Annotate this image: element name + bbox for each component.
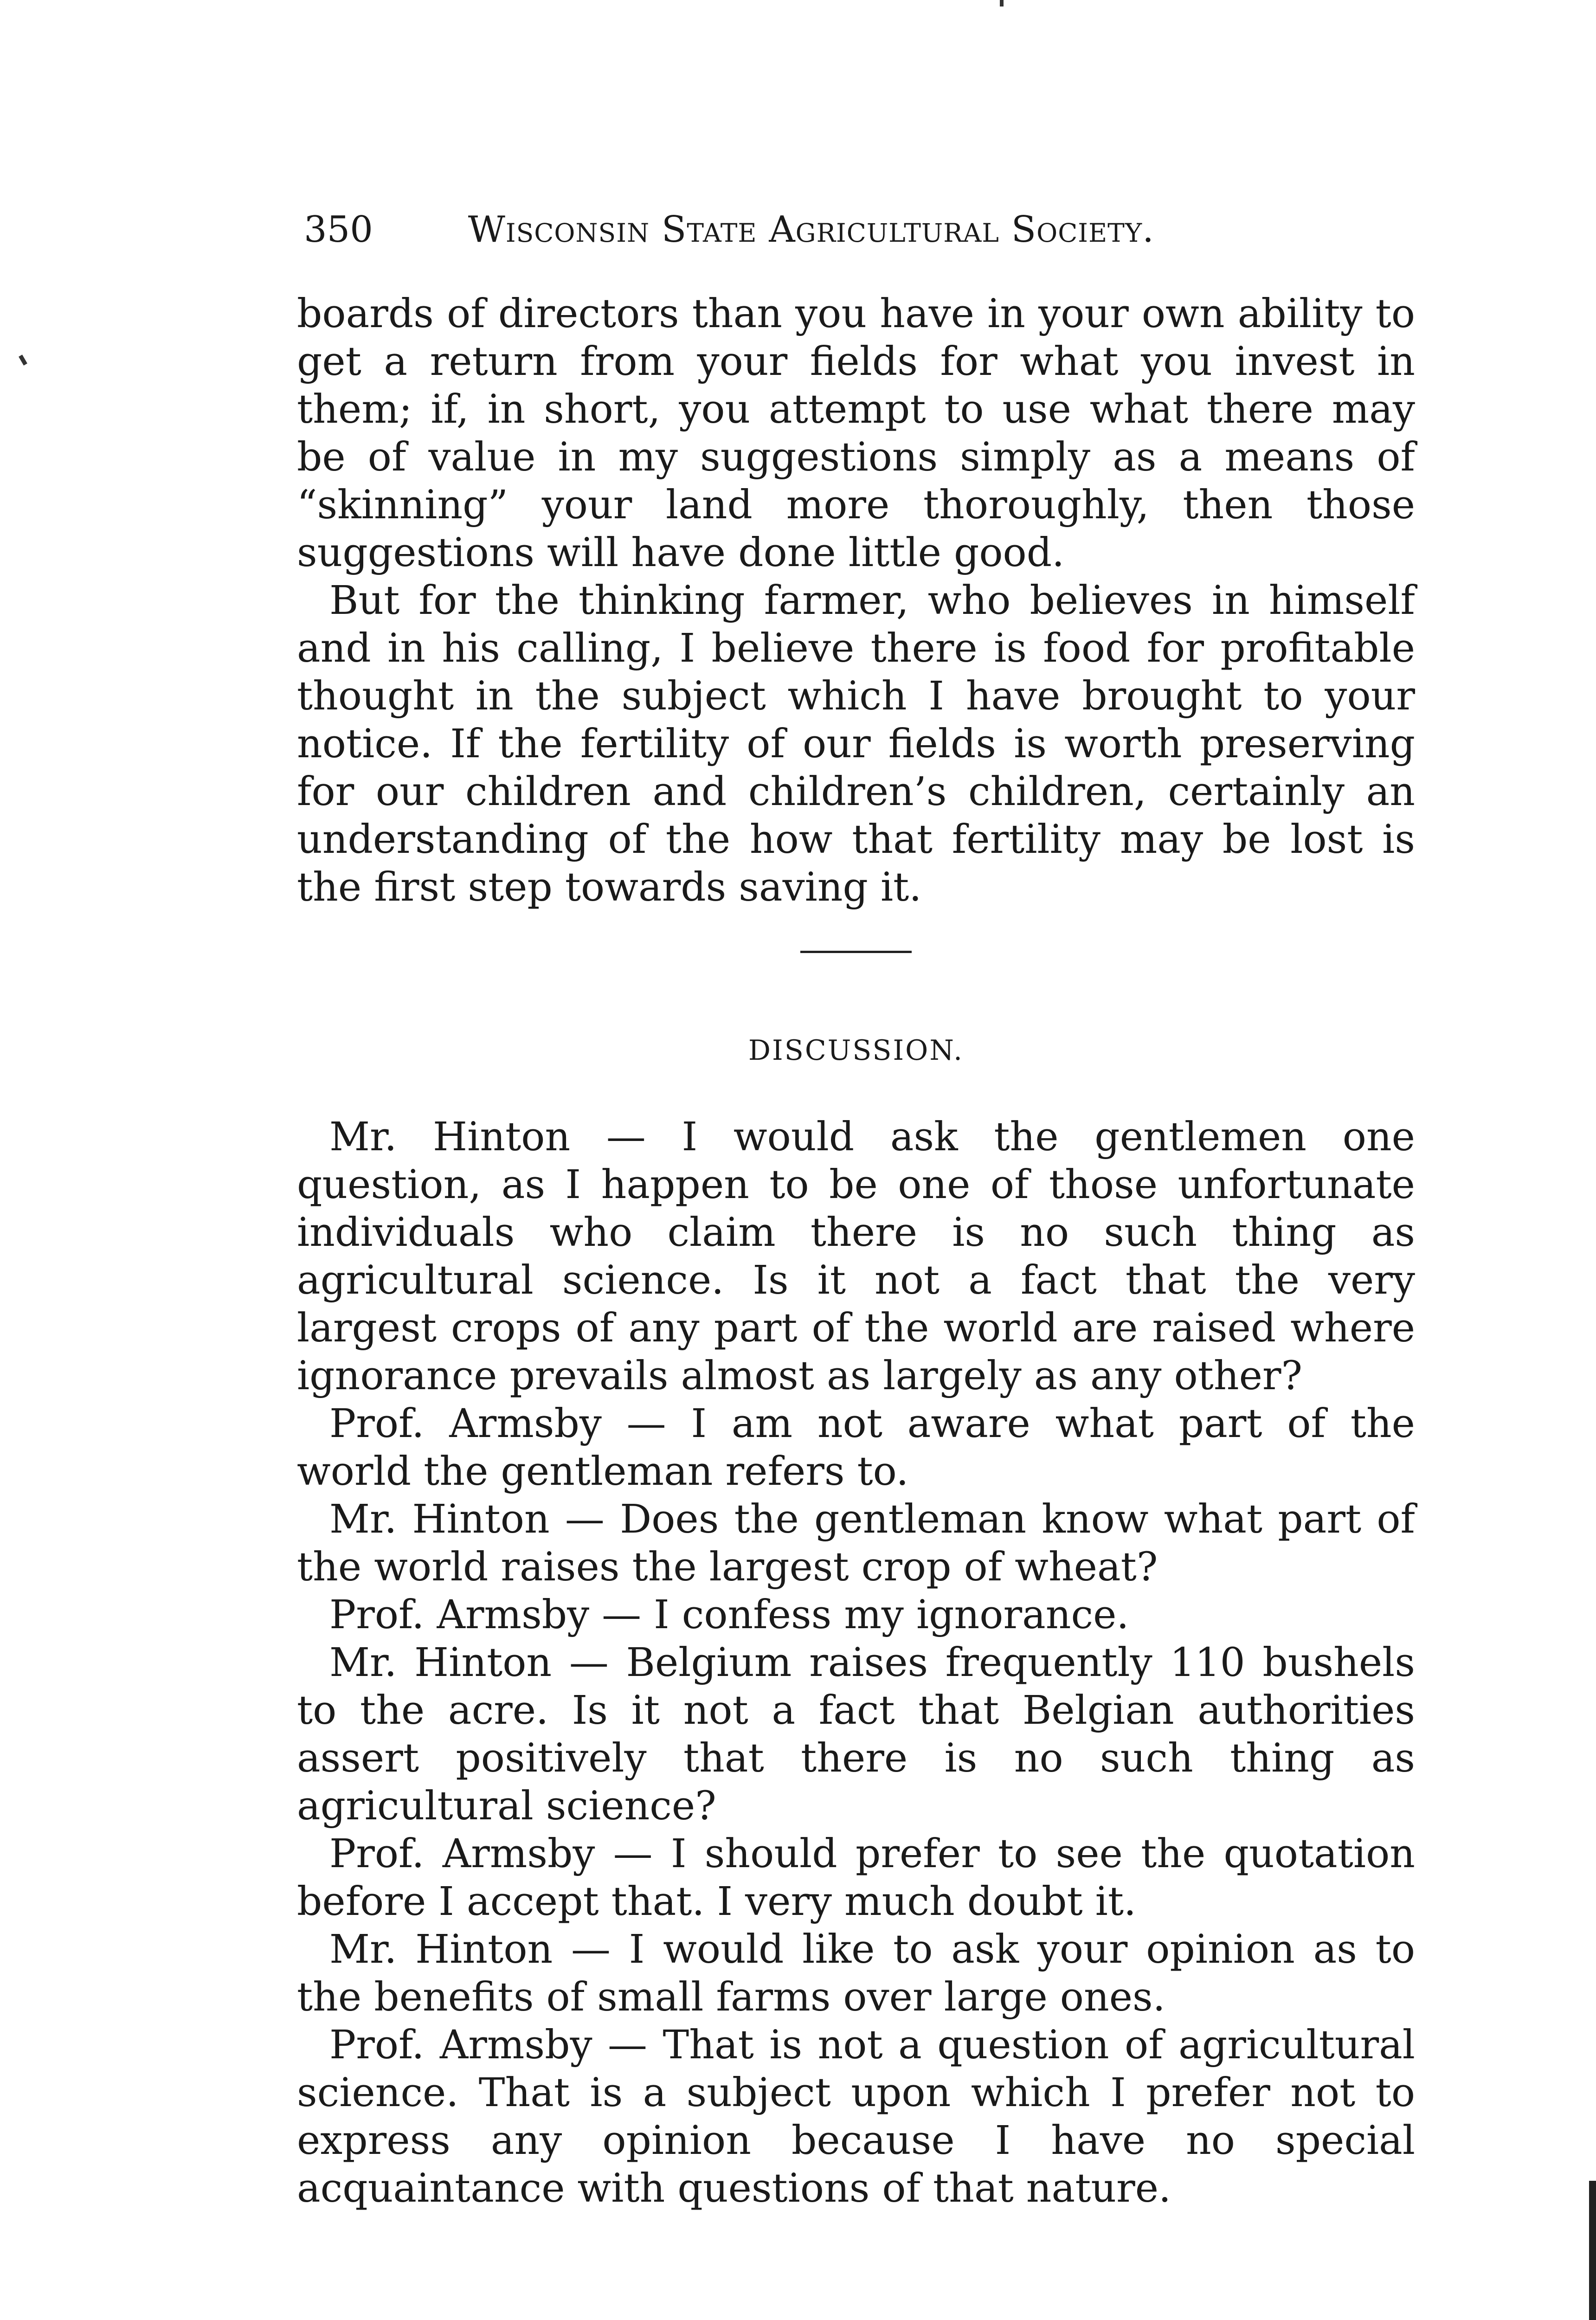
discussion-paragraph: Mr. Hinton — I would like to ask your opinion as to the benefits of small farms over large ones. <box>297 1927 1415 2020</box>
discussion-paragraph: Mr. Hinton — Does the gentleman know what part of the world raises the largest crop of wheat? <box>297 1496 1415 1590</box>
discussion-paragraph: Prof. Armsby — I confess my ignorance. <box>329 1592 1129 1638</box>
running-title: Wisconsin State Agricultural Society. <box>468 209 1154 251</box>
paragraph-continued: boards of directors than you have in your own ability to get a return from your fields for what you invest in them; if, in short, you attempt to use what there may be of value in my suggestions simply as a means of “skinning” your land more thoroughly, then those suggestions will have done little good. <box>297 291 1415 576</box>
discussion-paragraph: Mr. Hinton — I would ask the gentlemen one question, as I happen to be one of those unfortunate individuals who claim there is no such thing as agricultural science. Is it not a fact that the very largest crops of any part of the world are raised where ignorance prevails almost as largely as any other? <box>297 1114 1415 1399</box>
section-heading: DISCUSSION. <box>748 1034 964 1067</box>
page-body <box>297 290 1415 2212</box>
page-number: 350 <box>304 209 373 251</box>
discussion-paragraph: Prof. Armsby — I should prefer to see the quotation before I accept that. I very much doubt it. <box>297 1831 1415 1925</box>
discussion-paragraph: Prof. Armsby — I am not aware what part of the world the gentleman refers to. <box>297 1401 1415 1495</box>
paragraph: But for the thinking farmer, who believes in himself and in his calling, I believe there is food for profitable thought in the subject which I have brought to your notice. If the fertility of our fields is worth preserving for our children and children’s children, certainly an understanding of the how that fertility may be lost is the first step towards saving it. <box>297 578 1415 910</box>
discussion-paragraph: Mr. Hinton — Belgium raises frequently 110 bushels to the acre. Is it not a fact that Belgian authorities assert positively that there is no such thing as agricultural science? <box>297 1640 1415 1829</box>
discussion-paragraph: Prof. Armsby — That is not a question of agricultural science. That is a subject upon which I prefer not to express any opinion because I have no special acquaintance with questions of that nature. <box>297 2022 1415 2211</box>
scan-speck <box>1000 0 1004 6</box>
scan-right-edge <box>1589 2181 1596 2320</box>
scan-speck <box>19 354 27 366</box>
running-header <box>304 204 1278 255</box>
section-divider <box>800 951 912 953</box>
